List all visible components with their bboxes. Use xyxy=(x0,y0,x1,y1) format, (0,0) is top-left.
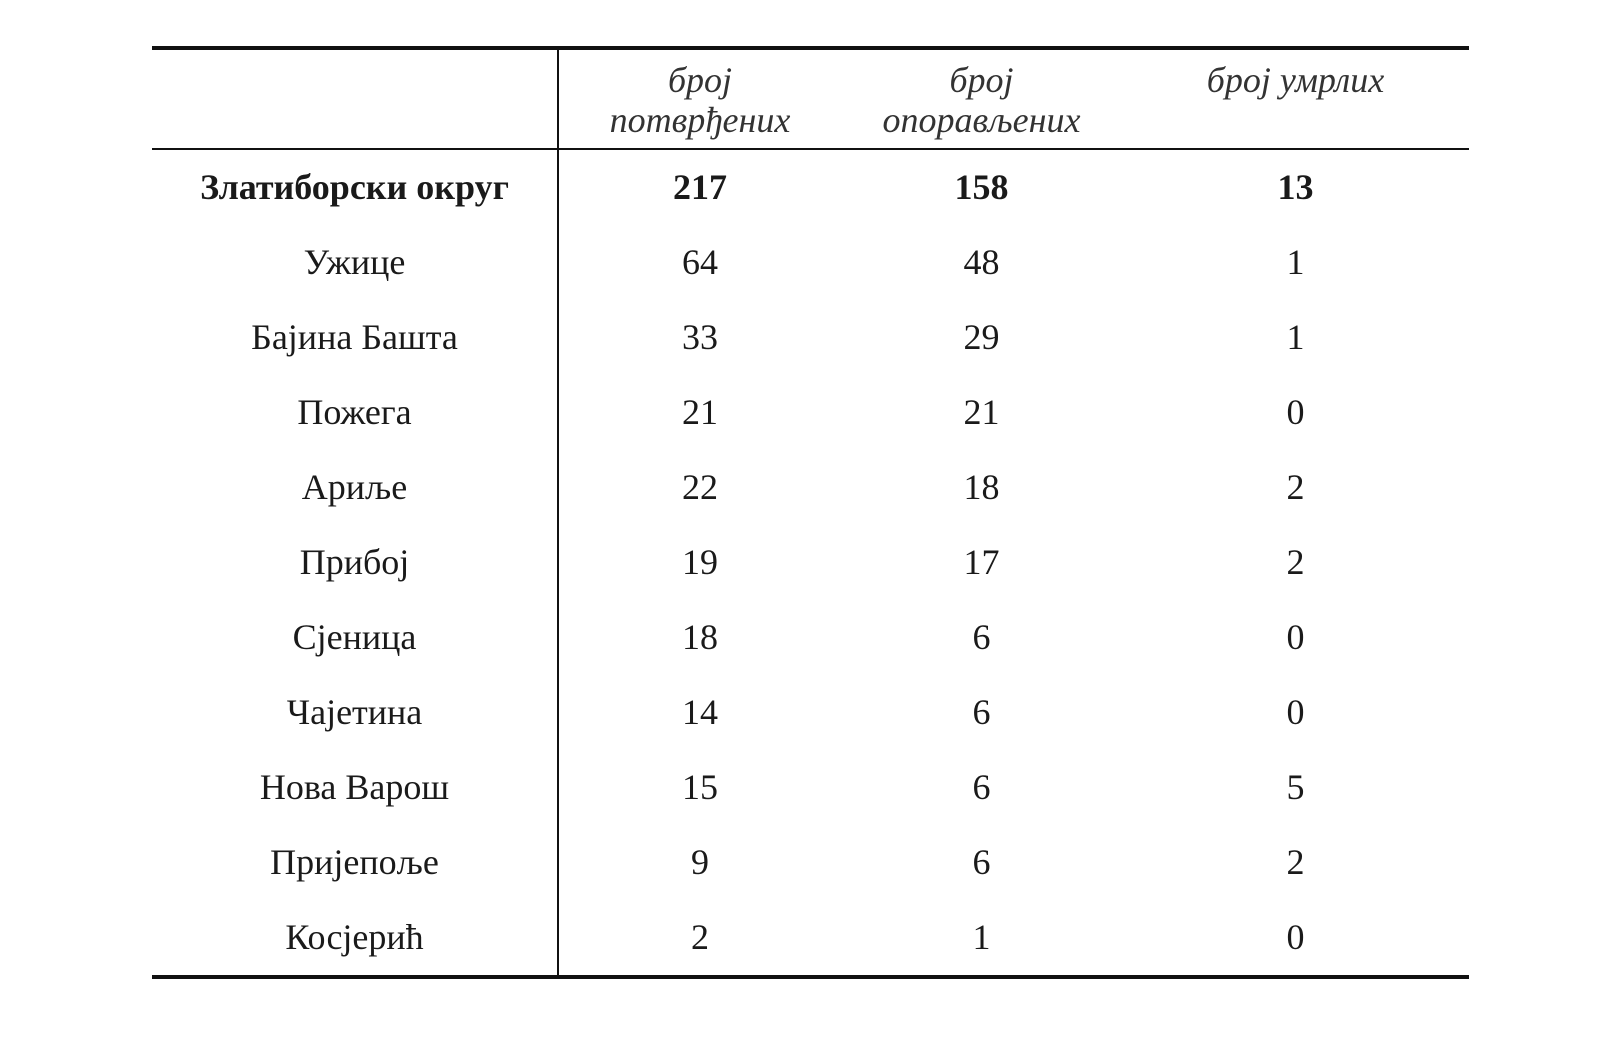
row-name-cell xyxy=(152,150,559,225)
header-empty xyxy=(152,50,559,148)
table-row xyxy=(152,450,1469,525)
region-name: Косјерић xyxy=(285,917,424,957)
table-row xyxy=(152,600,1469,675)
table-bottom-rule xyxy=(152,975,1469,979)
header-deaths: број умрлих xyxy=(1206,60,1385,100)
region-name: Бајина Башта xyxy=(251,317,458,357)
recovered-count: 1 xyxy=(972,917,991,957)
recovered-count: 6 xyxy=(972,767,991,807)
deaths-count: 0 xyxy=(1286,692,1305,732)
recovered-count: 6 xyxy=(972,692,991,732)
row-name-cell xyxy=(152,675,559,750)
deaths-count: 13 xyxy=(1277,167,1314,207)
table-row xyxy=(152,525,1469,600)
deaths-count: 0 xyxy=(1286,392,1305,432)
deaths-count: 0 xyxy=(1286,617,1305,657)
row-name-cell xyxy=(152,300,559,375)
recovered-count: 18 xyxy=(963,467,1000,507)
confirmed-count: 33 xyxy=(682,317,718,357)
region-name: Пожега xyxy=(297,392,412,432)
deaths-count: 2 xyxy=(1286,542,1305,582)
deaths-count: 5 xyxy=(1286,767,1305,807)
recovered-count: 29 xyxy=(963,317,1000,357)
confirmed-count: 15 xyxy=(682,767,718,807)
data-table xyxy=(152,46,1469,979)
table-row xyxy=(152,375,1469,450)
confirmed-count: 14 xyxy=(682,692,718,732)
row-name-cell xyxy=(152,525,559,600)
recovered-count: 6 xyxy=(972,842,991,882)
region-name: Прибој xyxy=(299,542,410,582)
confirmed-count: 9 xyxy=(691,842,709,882)
table-header-row xyxy=(152,50,1469,150)
header-confirmed: број потврђених xyxy=(609,60,791,140)
region-name: Пријепоље xyxy=(270,842,439,882)
region-name: Златиборски округ xyxy=(200,167,509,207)
confirmed-count: 19 xyxy=(682,542,718,582)
region-name: Чајетина xyxy=(286,692,423,732)
table-row xyxy=(152,825,1469,900)
deaths-count: 0 xyxy=(1286,917,1305,957)
deaths-count: 1 xyxy=(1286,242,1305,282)
deaths-count: 2 xyxy=(1286,842,1305,882)
deaths-count: 2 xyxy=(1286,467,1305,507)
recovered-count: 158 xyxy=(954,167,1009,207)
confirmed-count: 64 xyxy=(682,242,718,282)
region-name: Сјеница xyxy=(292,617,417,657)
confirmed-count: 18 xyxy=(682,617,718,657)
confirmed-count: 21 xyxy=(682,392,718,432)
row-name-cell xyxy=(152,900,559,975)
table-row xyxy=(152,300,1469,375)
row-name-cell xyxy=(152,225,559,300)
recovered-count: 48 xyxy=(963,242,1000,282)
confirmed-count: 2 xyxy=(691,917,709,957)
recovered-count: 6 xyxy=(972,617,991,657)
row-name-cell xyxy=(152,375,559,450)
confirmed-count: 22 xyxy=(682,467,718,507)
region-name: Ужице xyxy=(303,242,406,282)
header-recovered: број опорављених xyxy=(882,60,1081,140)
table-row xyxy=(152,750,1469,825)
recovered-count: 17 xyxy=(963,542,1000,582)
table-total-row xyxy=(152,150,1469,225)
table-row xyxy=(152,675,1469,750)
row-name-cell xyxy=(152,825,559,900)
table-row xyxy=(152,900,1469,975)
table-row xyxy=(152,225,1469,300)
row-name-cell xyxy=(152,600,559,675)
deaths-count: 1 xyxy=(1286,317,1305,357)
table-body xyxy=(152,150,1469,975)
region-name: Нова Варош xyxy=(259,767,450,807)
row-name-cell xyxy=(152,750,559,825)
recovered-count: 21 xyxy=(963,392,1000,432)
row-name-cell xyxy=(152,450,559,525)
region-name: Ариље xyxy=(301,467,408,507)
confirmed-count: 217 xyxy=(673,167,727,207)
